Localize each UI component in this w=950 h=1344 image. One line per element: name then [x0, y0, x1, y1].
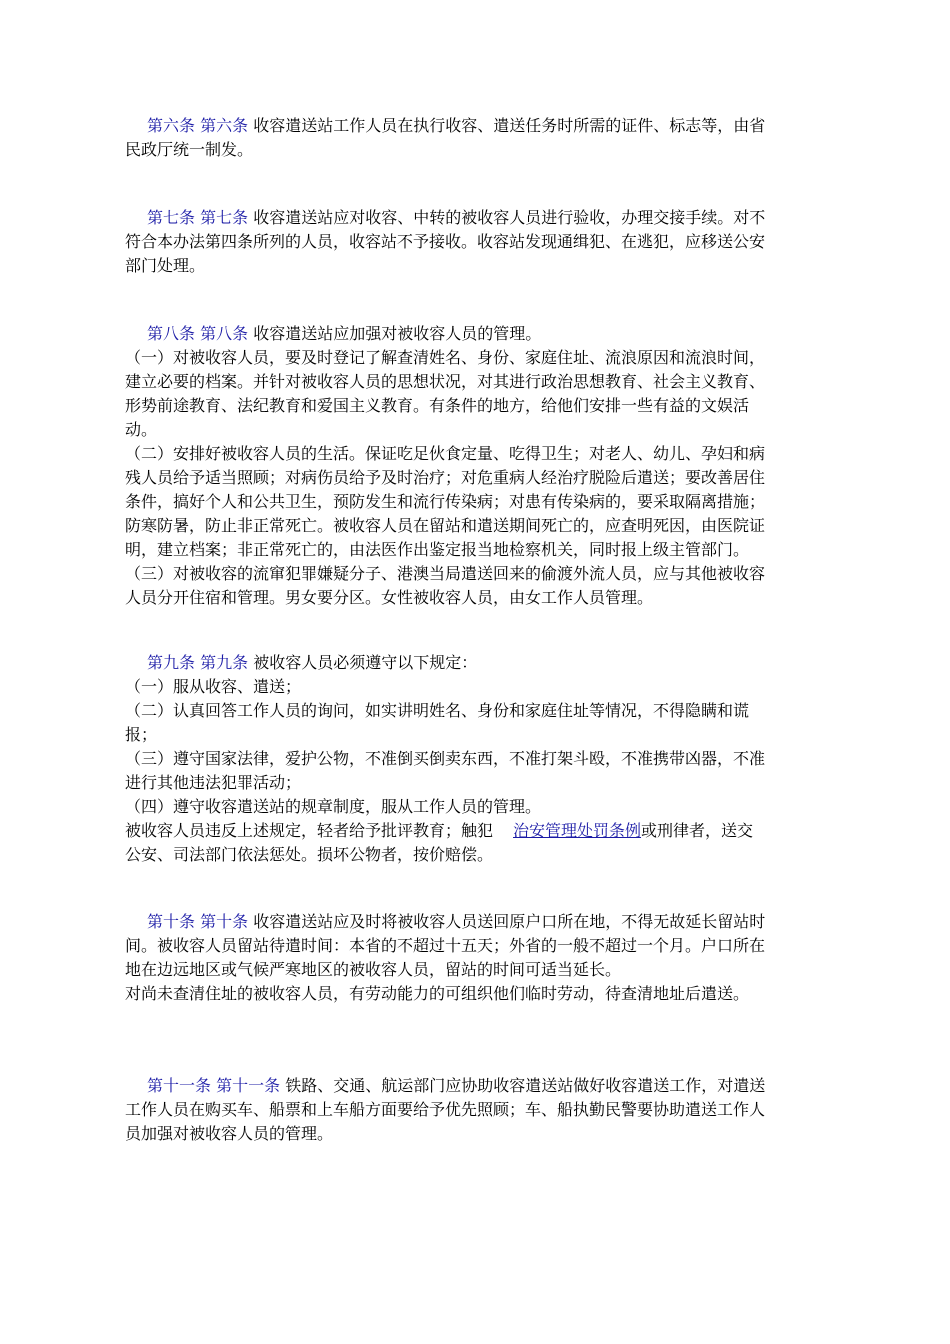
- article-number: 第十条: [200, 912, 249, 931]
- article-line: 建立必要的档案。并针对被收容人员的思想状况，对其进行政治思想教育、社会主义教育、: [125, 372, 766, 391]
- article-text: 收容遣送站工作人员在执行收容、遣送任务时所需的证件、标志等，由省: [253, 116, 766, 135]
- article-line: 明，建立档案；非正常死亡的，由法医作出鉴定报当地检察机关，同时报上级主管部门。: [125, 540, 750, 559]
- article-text: 收容遣送站应加强对被收容人员的管理。: [253, 324, 542, 343]
- article-6: [125, 114, 837, 162]
- article-line: 对尚未查清住址的被收容人员，有劳动能力的可组织他们临时劳动，待查清地址后遣送。: [125, 984, 750, 1003]
- article-number: 第十一条: [147, 1076, 212, 1095]
- article-line: [125, 910, 837, 934]
- article-number: 第八条: [147, 324, 196, 343]
- article-line: 员加强对被收容人员的管理。: [125, 1124, 334, 1143]
- article-line: （二）认真回答工作人员的询问，如实讲明姓名、身份和家庭住址等情况，不得隐瞒和谎: [125, 701, 750, 720]
- article-line: 民政厅统一制发。: [125, 140, 254, 159]
- article-line: 部门处理。: [125, 256, 206, 275]
- closing-text: 或刑律者，送交: [641, 821, 754, 840]
- article-line: [125, 1074, 837, 1098]
- article-number: 第七条: [147, 208, 196, 227]
- article-number: 第十一条: [216, 1076, 281, 1095]
- article-line: 条件，搞好个人和公共卫生，预防发生和流行传染病；对患有传染病的，要采取隔离措施；: [125, 492, 766, 511]
- article-line: 公安、司法部门依法惩处。损坏公物者，按价赔偿。: [125, 845, 494, 864]
- article-number: 第九条: [147, 653, 196, 672]
- article-number: 第八条: [200, 324, 249, 343]
- article-11: [125, 1074, 837, 1146]
- article-line: 工作人员在购买车、船票和上车船方面要给予优先照顾；车、船执勤民警要协助遣送工作人: [125, 1100, 766, 1119]
- article-8: [125, 322, 837, 610]
- article-7: [125, 206, 837, 278]
- article-line: [125, 114, 837, 138]
- article-line: 残人员给予适当照顾；对病伤员给予及时治疗；对危重病人经治疗脱险后遣送；要改善居住: [125, 468, 766, 487]
- article-number: 第六条: [147, 116, 196, 135]
- article-line: （一）对被收容人员，要及时登记了解查清姓名、身份、家庭住址、流浪原因和流浪时间，: [125, 348, 766, 367]
- article-line: （四）遵守收容遣送站的规章制度，服从工作人员的管理。: [125, 797, 542, 816]
- article-number: 第十条: [147, 912, 196, 931]
- article-line: 形势前途教育、法纪教育和爱国主义教育。有条件的地方，给他们安排一些有益的文娱活: [125, 396, 750, 415]
- article-line: [125, 322, 837, 346]
- closing-text: 被收容人员违反上述规定，轻者给予批评教育；触犯: [125, 821, 494, 840]
- article-line: 防寒防暑，防止非正常死亡。被收容人员在留站和遣送期间死亡的，应查明死因，由医院证: [125, 516, 766, 535]
- article-text: 收容遣送站应及时将被收容人员送回原户口所在地，不得无故延长留站时: [253, 912, 766, 931]
- article-line: [125, 819, 837, 843]
- article-line: 进行其他违法犯罪活动；: [125, 773, 302, 792]
- article-text: 铁路、交通、航运部门应协助收容遣送站做好收容遣送工作，对遣送: [285, 1076, 766, 1095]
- article-9: [125, 651, 837, 867]
- article-line: 间。被收容人员留站待遣时间：本省的不超过十五天；外省的一般不超过一个月。户口所在: [125, 936, 766, 955]
- article-line: 符合本办法第四条所列的人员，收容站不予接收。收容站发现通缉犯、在逃犯，应移送公安: [125, 232, 766, 251]
- article-line: （三）遵守国家法律，爱护公物，不准倒买倒卖东西，不准打架斗殴，不准携带凶器，不准: [125, 749, 766, 768]
- article-number: 第九条: [200, 653, 249, 672]
- article-line: 报；: [125, 725, 158, 744]
- article-line: （一）服从收容、遣送；: [125, 677, 302, 696]
- article-line: （三）对被收容的流窜犯罪嫌疑分子、港澳当局遣送回来的偷渡外流人员，应与其他被收容: [125, 564, 766, 583]
- article-line: 动。: [125, 420, 158, 439]
- article-number: 第六条: [200, 116, 249, 135]
- article-line: 人员分开住宿和管理。男女要分区。女性被收容人员，由女工作人员管理。: [125, 588, 654, 607]
- article-number: 第七条: [200, 208, 249, 227]
- law-link[interactable]: 治安管理处罚条例: [513, 821, 642, 840]
- article-line: [125, 206, 837, 230]
- article-10: [125, 910, 837, 1006]
- article-line: 地在边远地区或气候严寒地区的被收容人员，留站的时间可适当延长。: [125, 960, 622, 979]
- article-text: 被收容人员必须遵守以下规定：: [253, 653, 478, 672]
- article-line: [125, 651, 837, 675]
- article-text: 收容遣送站应对收容、中转的被收容人员进行验收，办理交接手续。对不: [253, 208, 766, 227]
- article-line: （二）安排好被收容人员的生活。保证吃足伙食定量、吃得卫生；对老人、幼儿、孕妇和病: [125, 444, 766, 463]
